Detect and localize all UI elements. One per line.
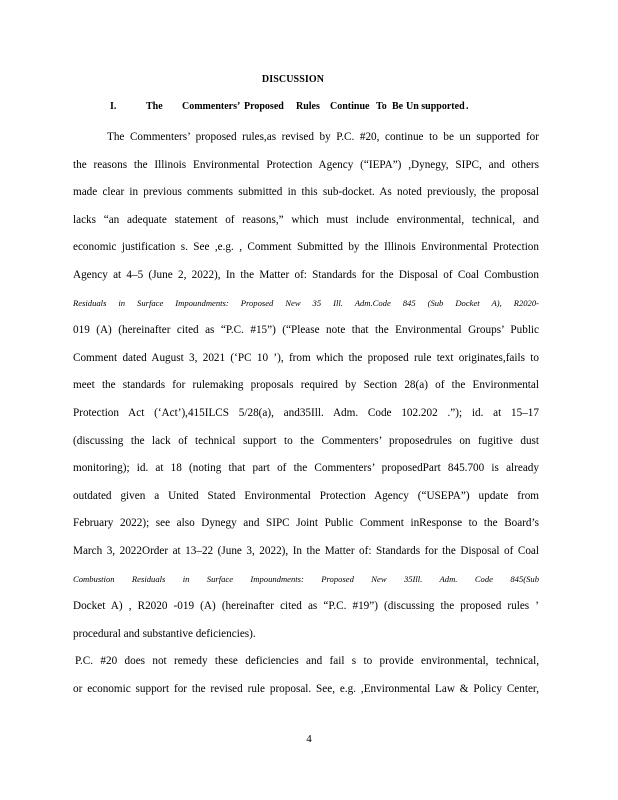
- text-line: Residuals in Surface Impoundments: Proposed New 35 Ill. Adm.Code 845 (Sub Docket A), R2020-: [73, 297, 539, 308]
- text-line: The Commenters’ proposed rules,as revised by P.C. #20, continue to be un supported for: [107, 131, 539, 143]
- text-line: February 2022); see also Dynegy and SIPC Joint Public Comment inResponse to the Board’s: [73, 517, 539, 530]
- paragraph-1: [73, 124, 539, 648]
- body-text: [73, 124, 539, 703]
- page-number: 4: [306, 733, 312, 745]
- text-line: procedural and substantive deficiencies).: [73, 627, 256, 640]
- subsection-number: I.: [110, 101, 117, 112]
- text-line: lacks “an adequate statement of reasons,” which must include environmental, technical, and: [73, 213, 539, 226]
- subsection-word: Rules: [296, 101, 320, 112]
- text-line: meet the standards for rulemaking proposals required by Section 28(a) of the Environmental: [73, 379, 539, 392]
- subsection-word: Be: [392, 101, 404, 112]
- text-line: Agency at 4–5 (June 2, 2022), In the Matter of: Standards for the Disposal of Coal Combustion: [73, 268, 539, 281]
- paragraph-2: [73, 648, 539, 703]
- text-line: monitoring); id. at 18 (noting that part of the Commenters’ proposedPart 845.700 is already: [73, 462, 539, 475]
- subsection-word: Continue: [330, 101, 370, 112]
- subsection-word: Un supported: [406, 101, 465, 112]
- text-line: Protection Act (‘Act’),415ILCS 5/28(a), and35Ill. Adm. Code 102.202 .”); id. at 15–17: [73, 406, 539, 419]
- subsection-word: The: [146, 101, 163, 112]
- text-line: or economic support for the revised rule proposal. See, e.g. ,Environmental Law & Policy Center,: [73, 682, 539, 695]
- section-heading: DISCUSSION: [261, 74, 325, 85]
- subsection-word: Commenters’: [182, 101, 241, 112]
- text-line: made clear in previous comments submitted in this sub-docket. As noted previously, the proposal: [73, 186, 539, 199]
- subsection-word: .: [466, 101, 469, 112]
- text-line: Combustion Residuals in Surface Impoundments: Proposed New 35Ill. Adm. Code 845(Sub: [73, 573, 539, 584]
- text-line: Comment dated August 3, 2021 (‘PC 10 ’), from which the proposed rule text originates,fails to: [73, 351, 539, 364]
- text-line: March 3, 2022Order at 13–22 (June 3, 2022), In the Matter of: Standards for the Disposal of Coal: [73, 544, 539, 557]
- subsection-heading: [110, 101, 490, 112]
- subsection-word: To: [376, 101, 387, 112]
- text-line: Docket A) , R2020 -019 (A) (hereinafter cited as “P.C. #19”) (discussing the proposed rules ’: [73, 600, 539, 613]
- text-line: economic justification s. See ,e.g. , Comment Submitted by the Illinois Environmental Protection: [73, 241, 539, 254]
- text-line: P.C. #20 does not remedy these deficiencies and fail s to provide environmental, technical,: [75, 655, 539, 668]
- text-line: outdated given a United Stated Environmental Protection Agency (“USEPA”) update from: [73, 489, 539, 502]
- text-line: the reasons the Illinois Environmental Protection Agency (“IEPA”) ,Dynegy, SIPC, and others: [73, 158, 539, 171]
- text-line: (discussing the lack of technical support to the Commenters’ proposedrules on fugitive dust: [73, 434, 539, 447]
- text-line: 019 (A) (hereinafter cited as “P.C. #15”) (“Please note that the Environmental Groups’ Public: [73, 324, 539, 337]
- subsection-word: Proposed: [244, 101, 284, 112]
